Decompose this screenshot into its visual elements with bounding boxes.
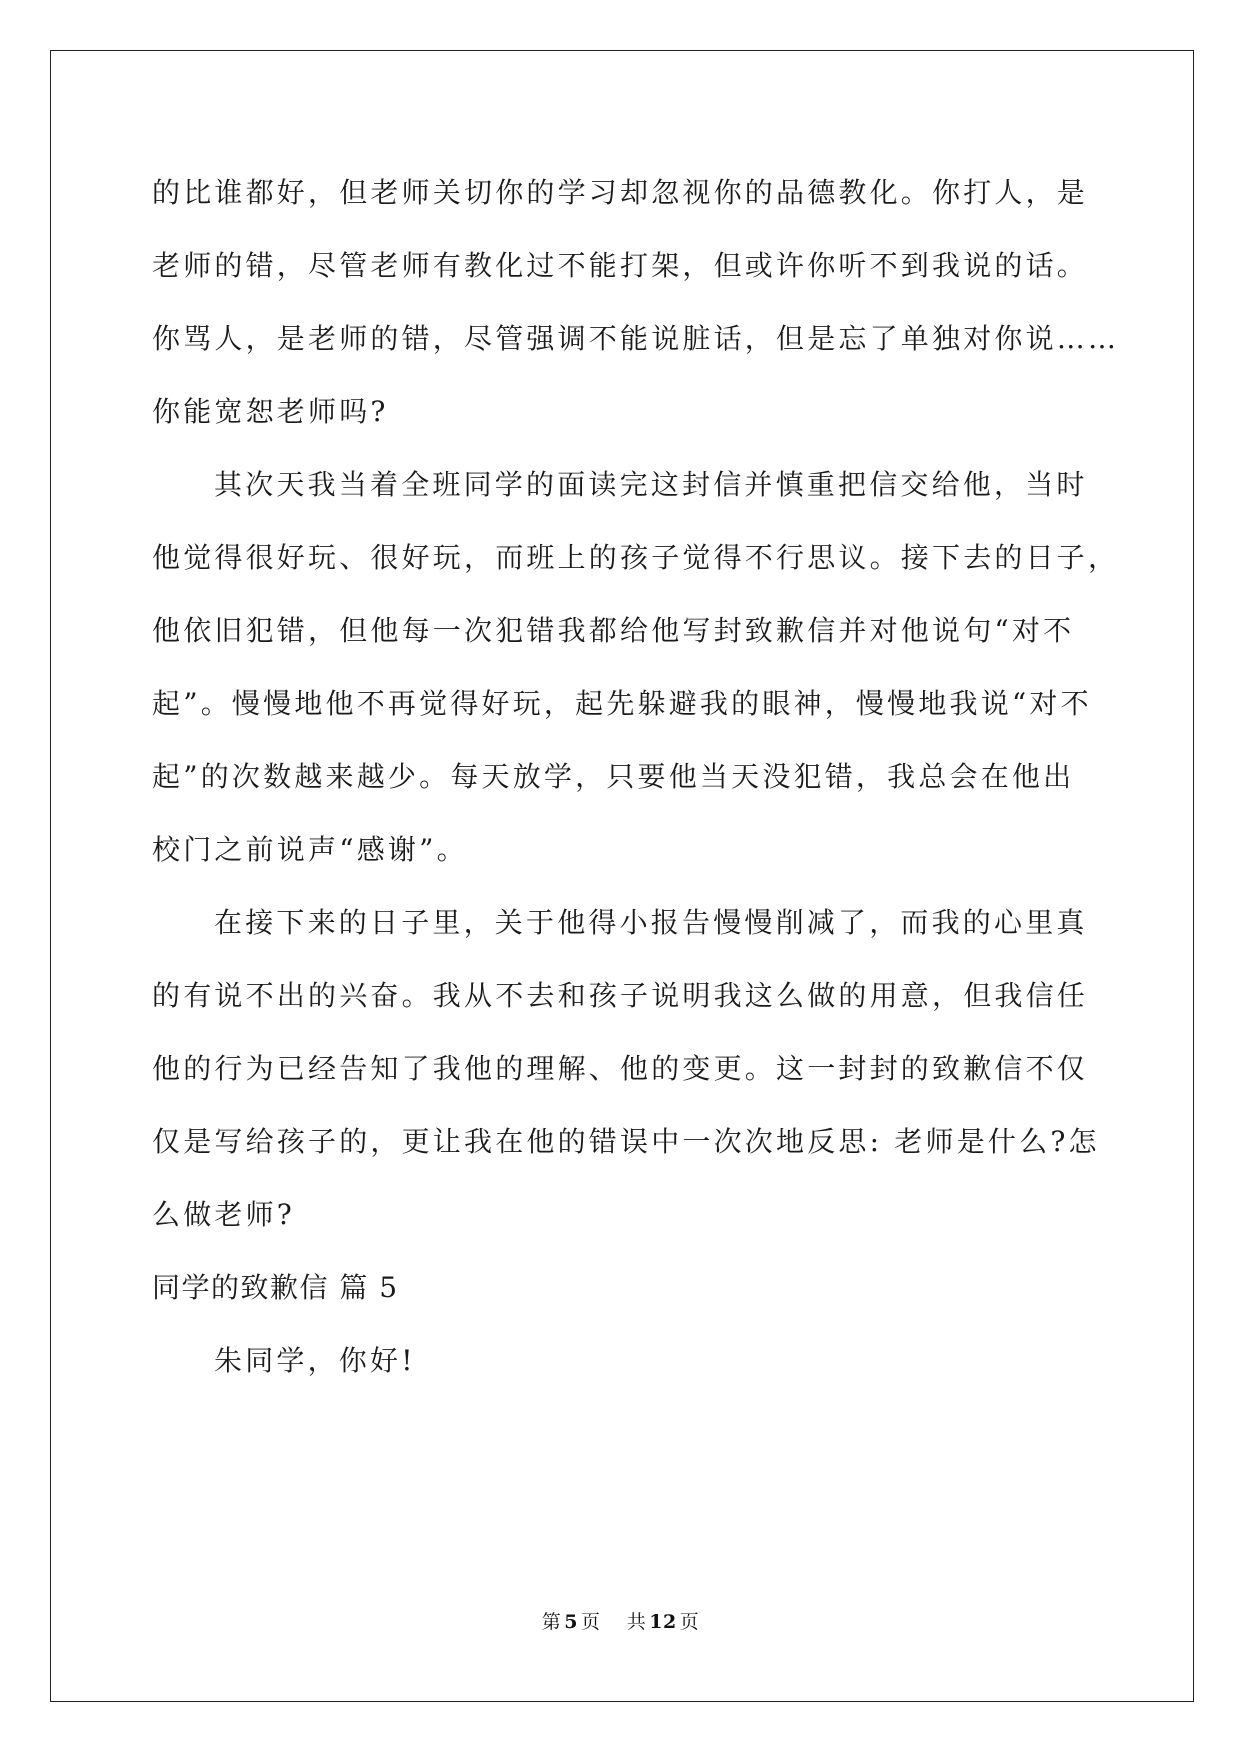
greeting-line: 朱同学，你好! [214, 1344, 416, 1377]
footer-total-suffix: 页 [679, 1611, 700, 1633]
page-footer [0, 1607, 1241, 1634]
footer-total-prefix: 共 [626, 1611, 647, 1633]
footer-page-suffix: 页 [581, 1611, 601, 1633]
text-line-10: 校门之前说声“感谢”。 [152, 833, 468, 866]
text-line-2: 老师的错，尽管老师有教化过不能打架，但或许你听不到我说的话。 [152, 249, 1089, 282]
text-line-13: 他的行为已经告知了我他的理解、他的变更。这一封封的致歉信不仅 [152, 1052, 1089, 1085]
text-line-5: 其次天我当着全班同学的面读完这封信并慎重把信交给他，当时 [214, 468, 1088, 501]
footer-prefix: 第 [541, 1611, 562, 1633]
footer-total-pages: 12 [649, 1611, 677, 1633]
text-line-6: 他觉得很好玩、很好玩，而班上的孩子觉得不行思议。接下去的日子， [152, 541, 1120, 574]
text-line-15: 么做老师? [152, 1198, 296, 1231]
text-line-14: 仅是写给孩子的，更让我在他的错误中一次次地反思: 老师是什么?怎 [152, 1125, 1100, 1158]
document-body [152, 156, 1120, 1397]
text-line-12: 的有说不出的兴奋。我从不去和孩子说明我这么做的用意，但我信任 [152, 979, 1089, 1012]
text-line-8: 起”。慢慢地他不再觉得好玩，起先躲避我的眼神，慢慢地我说“对不 [152, 687, 1092, 720]
text-line-9: 起”的次数越来越少。每天放学，只要他当天没犯错，我总会在他出 [152, 760, 1075, 793]
text-line-7: 他依旧犯错，但他每一次犯错我都给他写封致歉信并对他说句“对不 [152, 614, 1075, 647]
text-line-3: 你骂人，是老师的错，尽管强调不能说脏话，但是忘了单独对你说…… [152, 322, 1120, 355]
text-line-11: 在接下来的日子里，关于他得小报告慢慢削减了，而我的心里真 [214, 906, 1088, 939]
text-line-4: 你能宽恕老师吗? [152, 395, 389, 428]
section-heading: 同学的致歉信 篇 5 [152, 1271, 399, 1304]
text-line-1: 的比谁都好，但老师关切你的学习却忽视你的品德教化。你打人，是 [152, 176, 1089, 209]
footer-page-number: 5 [564, 1611, 579, 1633]
